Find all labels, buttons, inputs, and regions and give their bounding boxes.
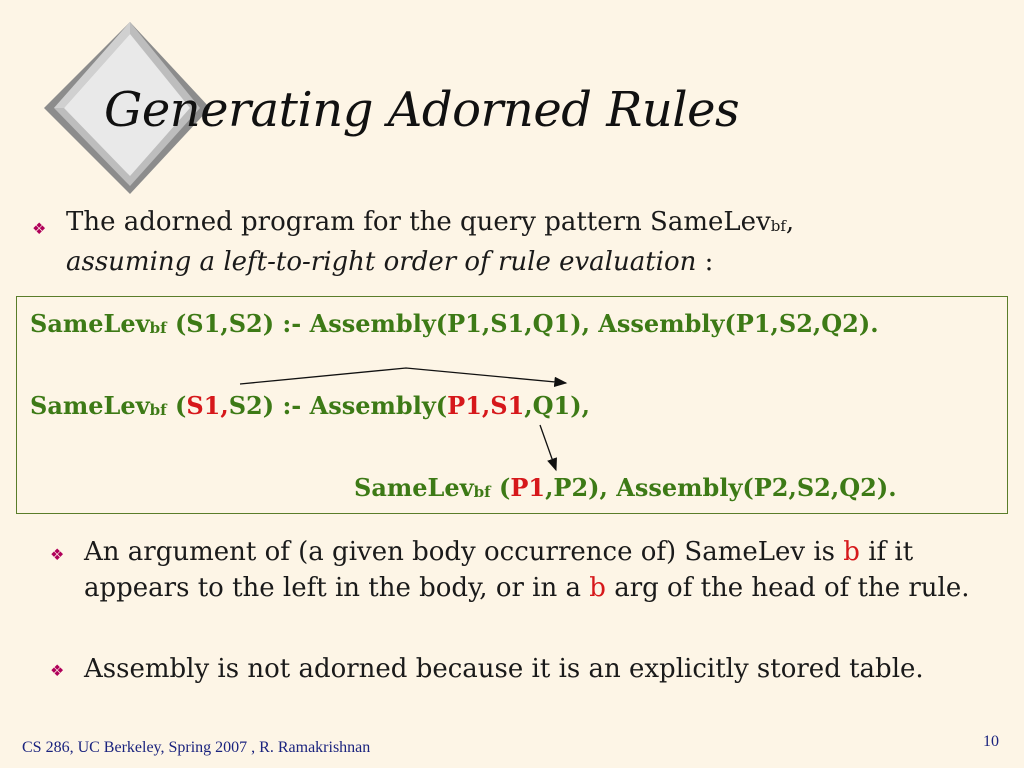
rule-1-head: SameLev <box>30 309 150 338</box>
footer-course: CS 286, UC Berkeley, Spring 2007 , R. Ramakrishnan <box>22 739 371 756</box>
bullet-2-part1: An argument of (a given body occurrence of) SameLev is <box>84 537 844 567</box>
rule-2-sup: bf <box>149 401 167 419</box>
slide-title: Generating Adorned Rules <box>104 82 740 138</box>
bullet-intro-italic: assuming a left-to-right order of rule evaluation <box>66 247 697 277</box>
bullet-argument-rule <box>84 534 984 606</box>
arrow-p1-to-samelev <box>540 425 556 470</box>
bullet-2-b2: b <box>589 573 606 603</box>
bullet-2-part3: arg of the head of the rule. <box>605 573 970 603</box>
rule-2-s1: S1, <box>186 391 229 420</box>
bullet-assembly-note: Assembly is not adorned because it is an explicitly stored table. <box>84 654 924 684</box>
bullet-intro-text: The adorned program for the query pattern SameLev <box>66 207 771 237</box>
adornment-superscript: bf <box>770 217 786 235</box>
rule-2-p1s1: P1,S1 <box>447 391 525 420</box>
rule-2-end: ,Q1), <box>524 391 590 420</box>
bullet-intro-comma: , <box>785 207 795 237</box>
rule-1-body: (S1,S2) :- Assembly(P1,S1,Q1), Assembly(P1,S2,Q2). <box>166 309 879 338</box>
rule-2b-end: ,P2), Assembly(P2,S2,Q2). <box>545 473 897 502</box>
rule-1-sup: bf <box>149 319 167 337</box>
bullet-intro-colon: : <box>696 247 714 277</box>
page-number: 10 <box>983 733 999 750</box>
bullet-2-b1: b <box>843 537 860 567</box>
rule-2b-head: SameLev <box>354 473 474 502</box>
rule-2-mid: S2) :- Assembly( <box>228 391 448 420</box>
rule-2b-open: ( <box>490 473 511 502</box>
arrow-s1-to-assembly <box>240 368 566 384</box>
bullet-diamond-icon: ❖ <box>50 661 65 680</box>
rule-2-head: SameLev <box>30 391 150 420</box>
rule-2b-p1: P1 <box>510 473 546 502</box>
rule-2b-sup: bf <box>473 483 491 501</box>
bullet-2-part2: if it appears to the left in the body, or in a <box>84 537 914 603</box>
rule-2-open: ( <box>166 391 187 420</box>
bullet-diamond-icon: ❖ <box>50 545 65 564</box>
bullet-diamond-icon: ❖ <box>32 219 47 238</box>
